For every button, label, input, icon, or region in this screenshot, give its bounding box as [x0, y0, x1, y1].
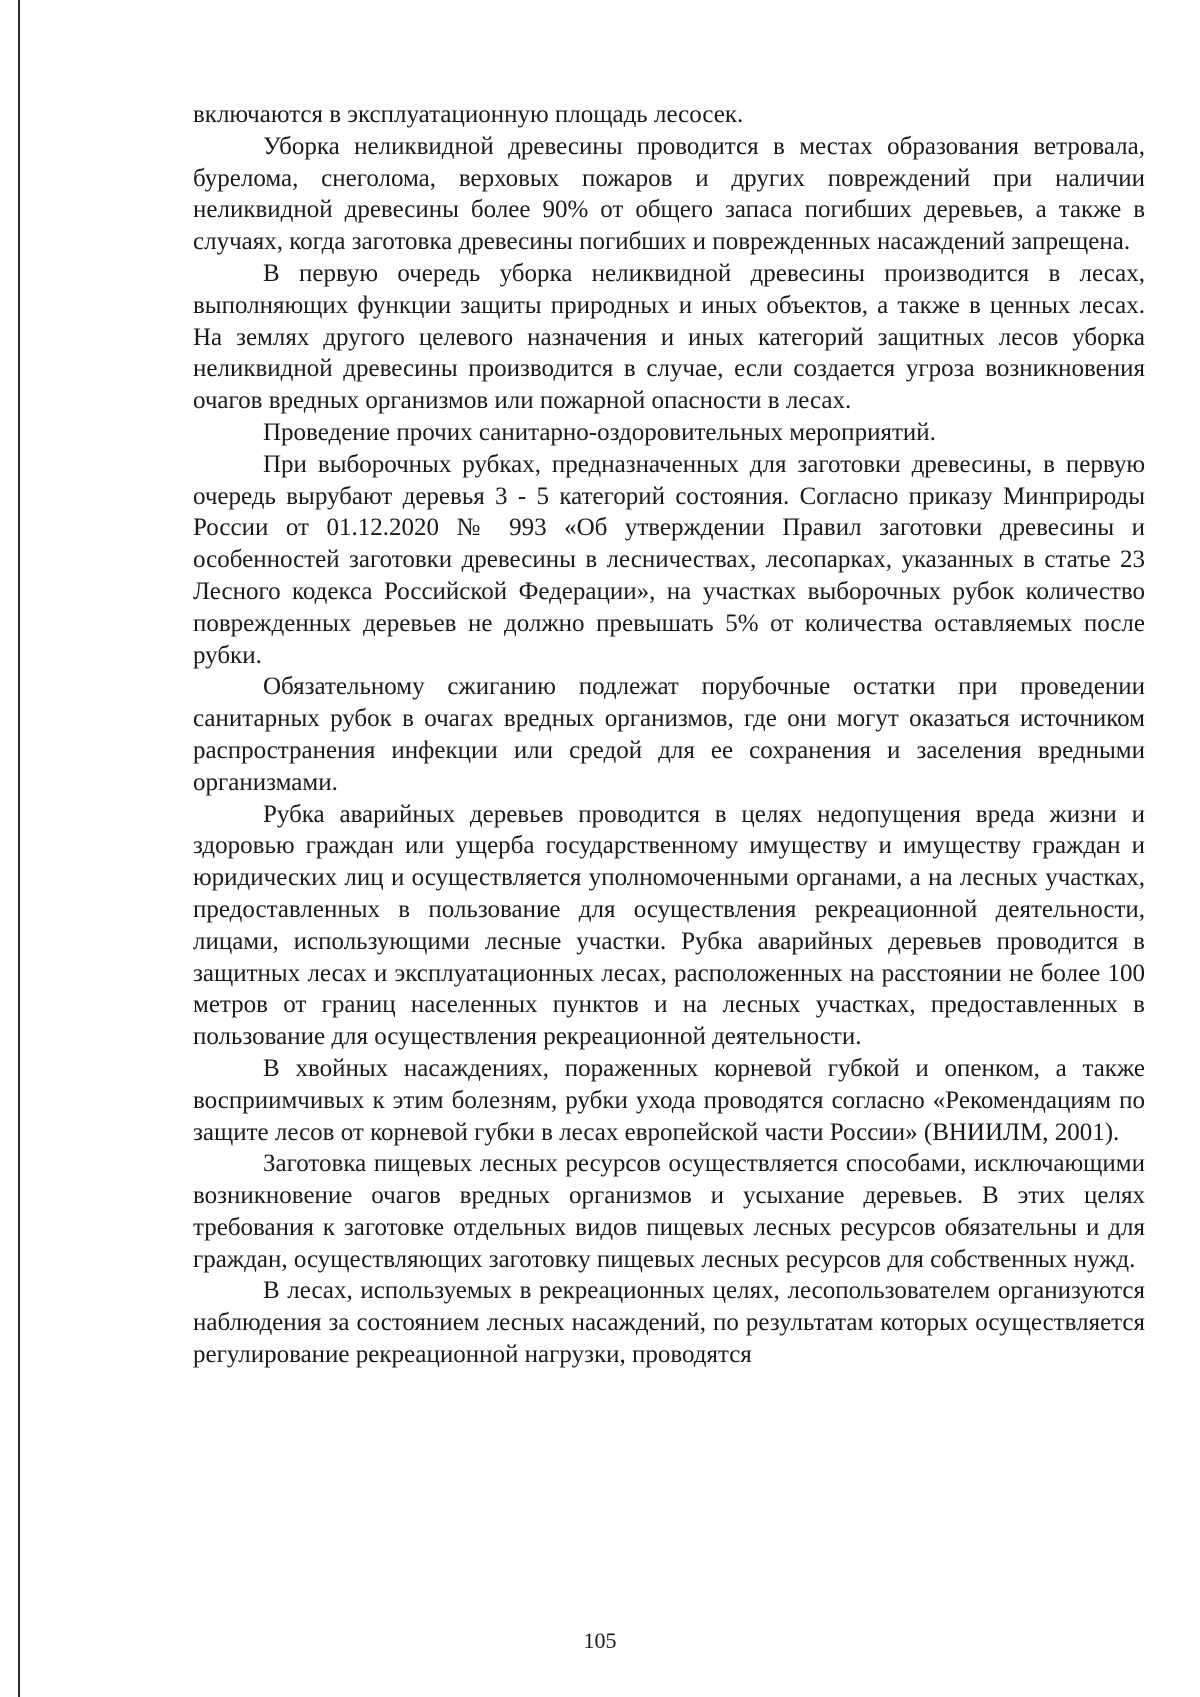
- paragraph-selective-felling: При выборочных рубках, предназначенных для заготовки древесины, в первую очередь вырубают деревья 3 - 5 категорий состояния. Согласно приказу Минприроды России от 01.12.2020 № 993 «Об утверждении Правил заготовки древесины и особенностей заготовки древесины в лесничествах, лесопарках, указанных в статье 23 Лесного кодекса Российской Федерации», на участках выборочных рубок количество поврежденных деревьев не должно превышать 5% от количества оставляемых после рубки.: [193, 450, 1145, 669]
- paragraph-slash-burning: Обязательному сжиганию подлежат порубочные остатки при проведении санитарных рубок в очагах вредных организмов, где они могут оказаться источником распространения инфекции или средой для ее сохранения и заселения вредными организмами.: [193, 673, 1145, 796]
- paragraph-other-measures: Проведение прочих санитарно-оздоровительных мероприятий.: [263, 418, 936, 446]
- paragraph-deadwood-cleanup: Уборка неликвидной древесины проводится в местах образования ветровала, бурелома, снеголома, верховых пожаров и других повреждений при наличии неликвидной древесины более 90% от общего запаса погибших деревьев, а также в случаях, когда заготовка древесины погибших и поврежденных насаждений запрещена.: [193, 132, 1145, 256]
- paragraph-food-resources: Заготовка пищевых лесных ресурсов осуществляется способами, исключающими возникновение очагов вредных организмов и усыхание деревьев. В этих целях требования к заготовке отдельных видов пищевых лесных ресурсов обязательны и для граждан, осуществляющих заготовку пищевых лесных ресурсов для собственных нужд.: [193, 1150, 1145, 1273]
- paragraph-recreational-forests: В лесах, используемых в рекреационных целях, лесопользователем организуются наблюдения за состоянием лесных насаждений, по результатам которых осуществляется регулирование рекреационной нагрузки, проводятся: [193, 1277, 1145, 1369]
- paragraph-root-rot: В хвойных насаждениях, пораженных корневой губкой и опенком, а также восприимчивых к этим болезням, рубки ухода проводятся согласно «Рекомендациям по защите лесов от корневой губки в лесах европейской части России» (ВНИИЛМ, 2001).: [193, 1054, 1145, 1146]
- paragraph-hazard-trees: Рубка аварийных деревьев проводится в целях недопущения вреда жизни и здоровью граждан или ущерба государственному имуществу и имуществу граждан и юридических лиц и осуществляется уполномоченными органами, а на лесных участках, предоставленных в пользование для осуществления рекреационной деятельности, лицами, использующими лесные участки. Рубка аварийных деревьев проводится в защитных лесах и эксплуатационных лесах, расположенных на расстоянии не более 100 метров от границ населенных пунктов и на лесных участках, предоставленных в пользование для осуществления рекреационной деятельности.: [193, 800, 1145, 1051]
- page-number: 105: [583, 1628, 617, 1653]
- scan-edge-line: [18, 0, 20, 1697]
- document-body: [193, 99, 1145, 1371]
- paragraph-cleanup-priority: В первую очередь уборка неликвидной древесины производится в лесах, выполняющих функции защиты природных и иных объектов, а также в ценных лесах. На землях другого целевого назначения и иных категорий защитных лесов уборка неликвидной древесины производится в случае, если создается угроза возникновения очагов вредных организмов или пожарной опасности в лесах.: [193, 259, 1145, 415]
- paragraph-continuation: включаются в эксплуатационную площадь лесосек.: [193, 101, 744, 128]
